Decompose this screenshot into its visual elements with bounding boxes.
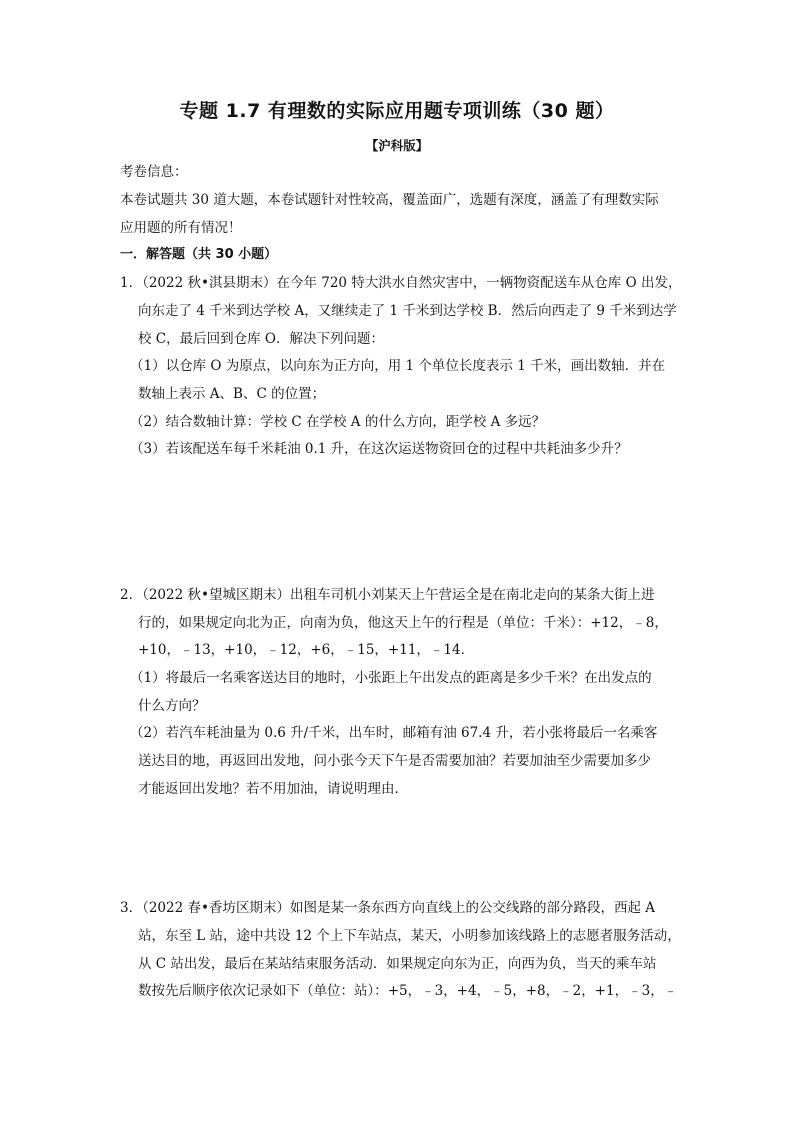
page-title: 专题 1.7 有理数的实际应用题专项训练（30 题） — [179, 100, 615, 122]
q2-part-1a: （1）将最后一名乘客送达目的地时，小张距上午出发点的距离是多少千米？在出发点的 — [130, 670, 652, 686]
q2-line-2: 行的，如果规定向北为正，向南为负，他这天上午的行程是（单位：千米）：+12，﹣8， — [138, 615, 668, 631]
edition-label: 【沪科版】 — [365, 138, 429, 153]
q2-part-2b: 送达目的地，再返回出发地，问小张今天下午是否需要加油？若要加油至少需要加多少 — [138, 753, 651, 769]
q2-part-2a: （2）若汽车耗油量为 0.6 升/千米，出车时，邮箱有油 67.4 升，若小张将最后一名乘客 — [130, 725, 658, 741]
q3-line-1: 3．（2022 春•香坊区期末）如图是某一条东西方向直线上的公交线路的部分路段，西起 A — [120, 900, 655, 916]
q1-part-3: （3）若该配送车每千米耗油 0.1 升，在这次运送物资回仓的过程中共耗油多少升？ — [130, 441, 628, 457]
intro-line-1: 本卷试题共 30 道大题，本卷试题针对性较高，覆盖面广，选题有深度，涵盖了有理数实际 — [120, 192, 659, 208]
q1-part-1b: 数轴上表示 A、B、C 的位置； — [138, 386, 326, 402]
q1-part-1a: （1）以仓库 O 为原点，以向东为正方向，用 1 个单位长度表示 1 千米，画出数轴．并在 — [130, 358, 666, 374]
exam-info-label: 考卷信息： — [120, 164, 188, 180]
q2-line-1: 2．（2022 秋•望城区期末）出租车司机小刘某天上午营运全是在南北走向的某条大街上进 — [120, 587, 655, 603]
intro-line-2: 应用题的所有情况！ — [120, 220, 242, 236]
q1-line-3: 校 C，最后回到仓库 O．解决下列问题： — [138, 331, 384, 347]
q3-line-3: 从 C 站出发，最后在某站结束服务活动．如果规定向东为正，向西为负，当天的乘车站 — [138, 956, 657, 972]
section-heading: 一．解答题（共 30 小题） — [120, 247, 278, 262]
q1-line-2: 向东走了 4 千米到达学校 A，又继续走了 1 千米到达学校 B．然后向西走了 9 千米到达学 — [138, 303, 677, 319]
q2-part-1b: 什么方向？ — [138, 698, 206, 714]
q1-line-1: 1．（2022 秋•淇县期末）在今年 720 特大洪水自然灾害中，一辆物资配送车从仓库 O 出发， — [120, 275, 682, 291]
q2-part-2c: 才能返回出发地？若不用加油，请说明理由． — [138, 781, 408, 797]
q3-line-2: 站，东至 L 站，途中共设 12 个上下车站点，某天，小明参加该线路上的志愿者服务活动， — [138, 928, 681, 944]
q1-part-2: （2）结合数轴计算：学校 C 在学校 A 的什么方向，距学校 A 多远？ — [130, 414, 546, 430]
q2-line-3: +10，﹣13，+10，﹣12，+6，﹣15，+11，﹣14． — [138, 642, 475, 658]
q3-line-4: 数按先后顺序依次记录如下（单位：站）：+5，﹣3，+4，﹣5，+8，﹣2，+1，﹣3，﹣ — [138, 983, 678, 999]
